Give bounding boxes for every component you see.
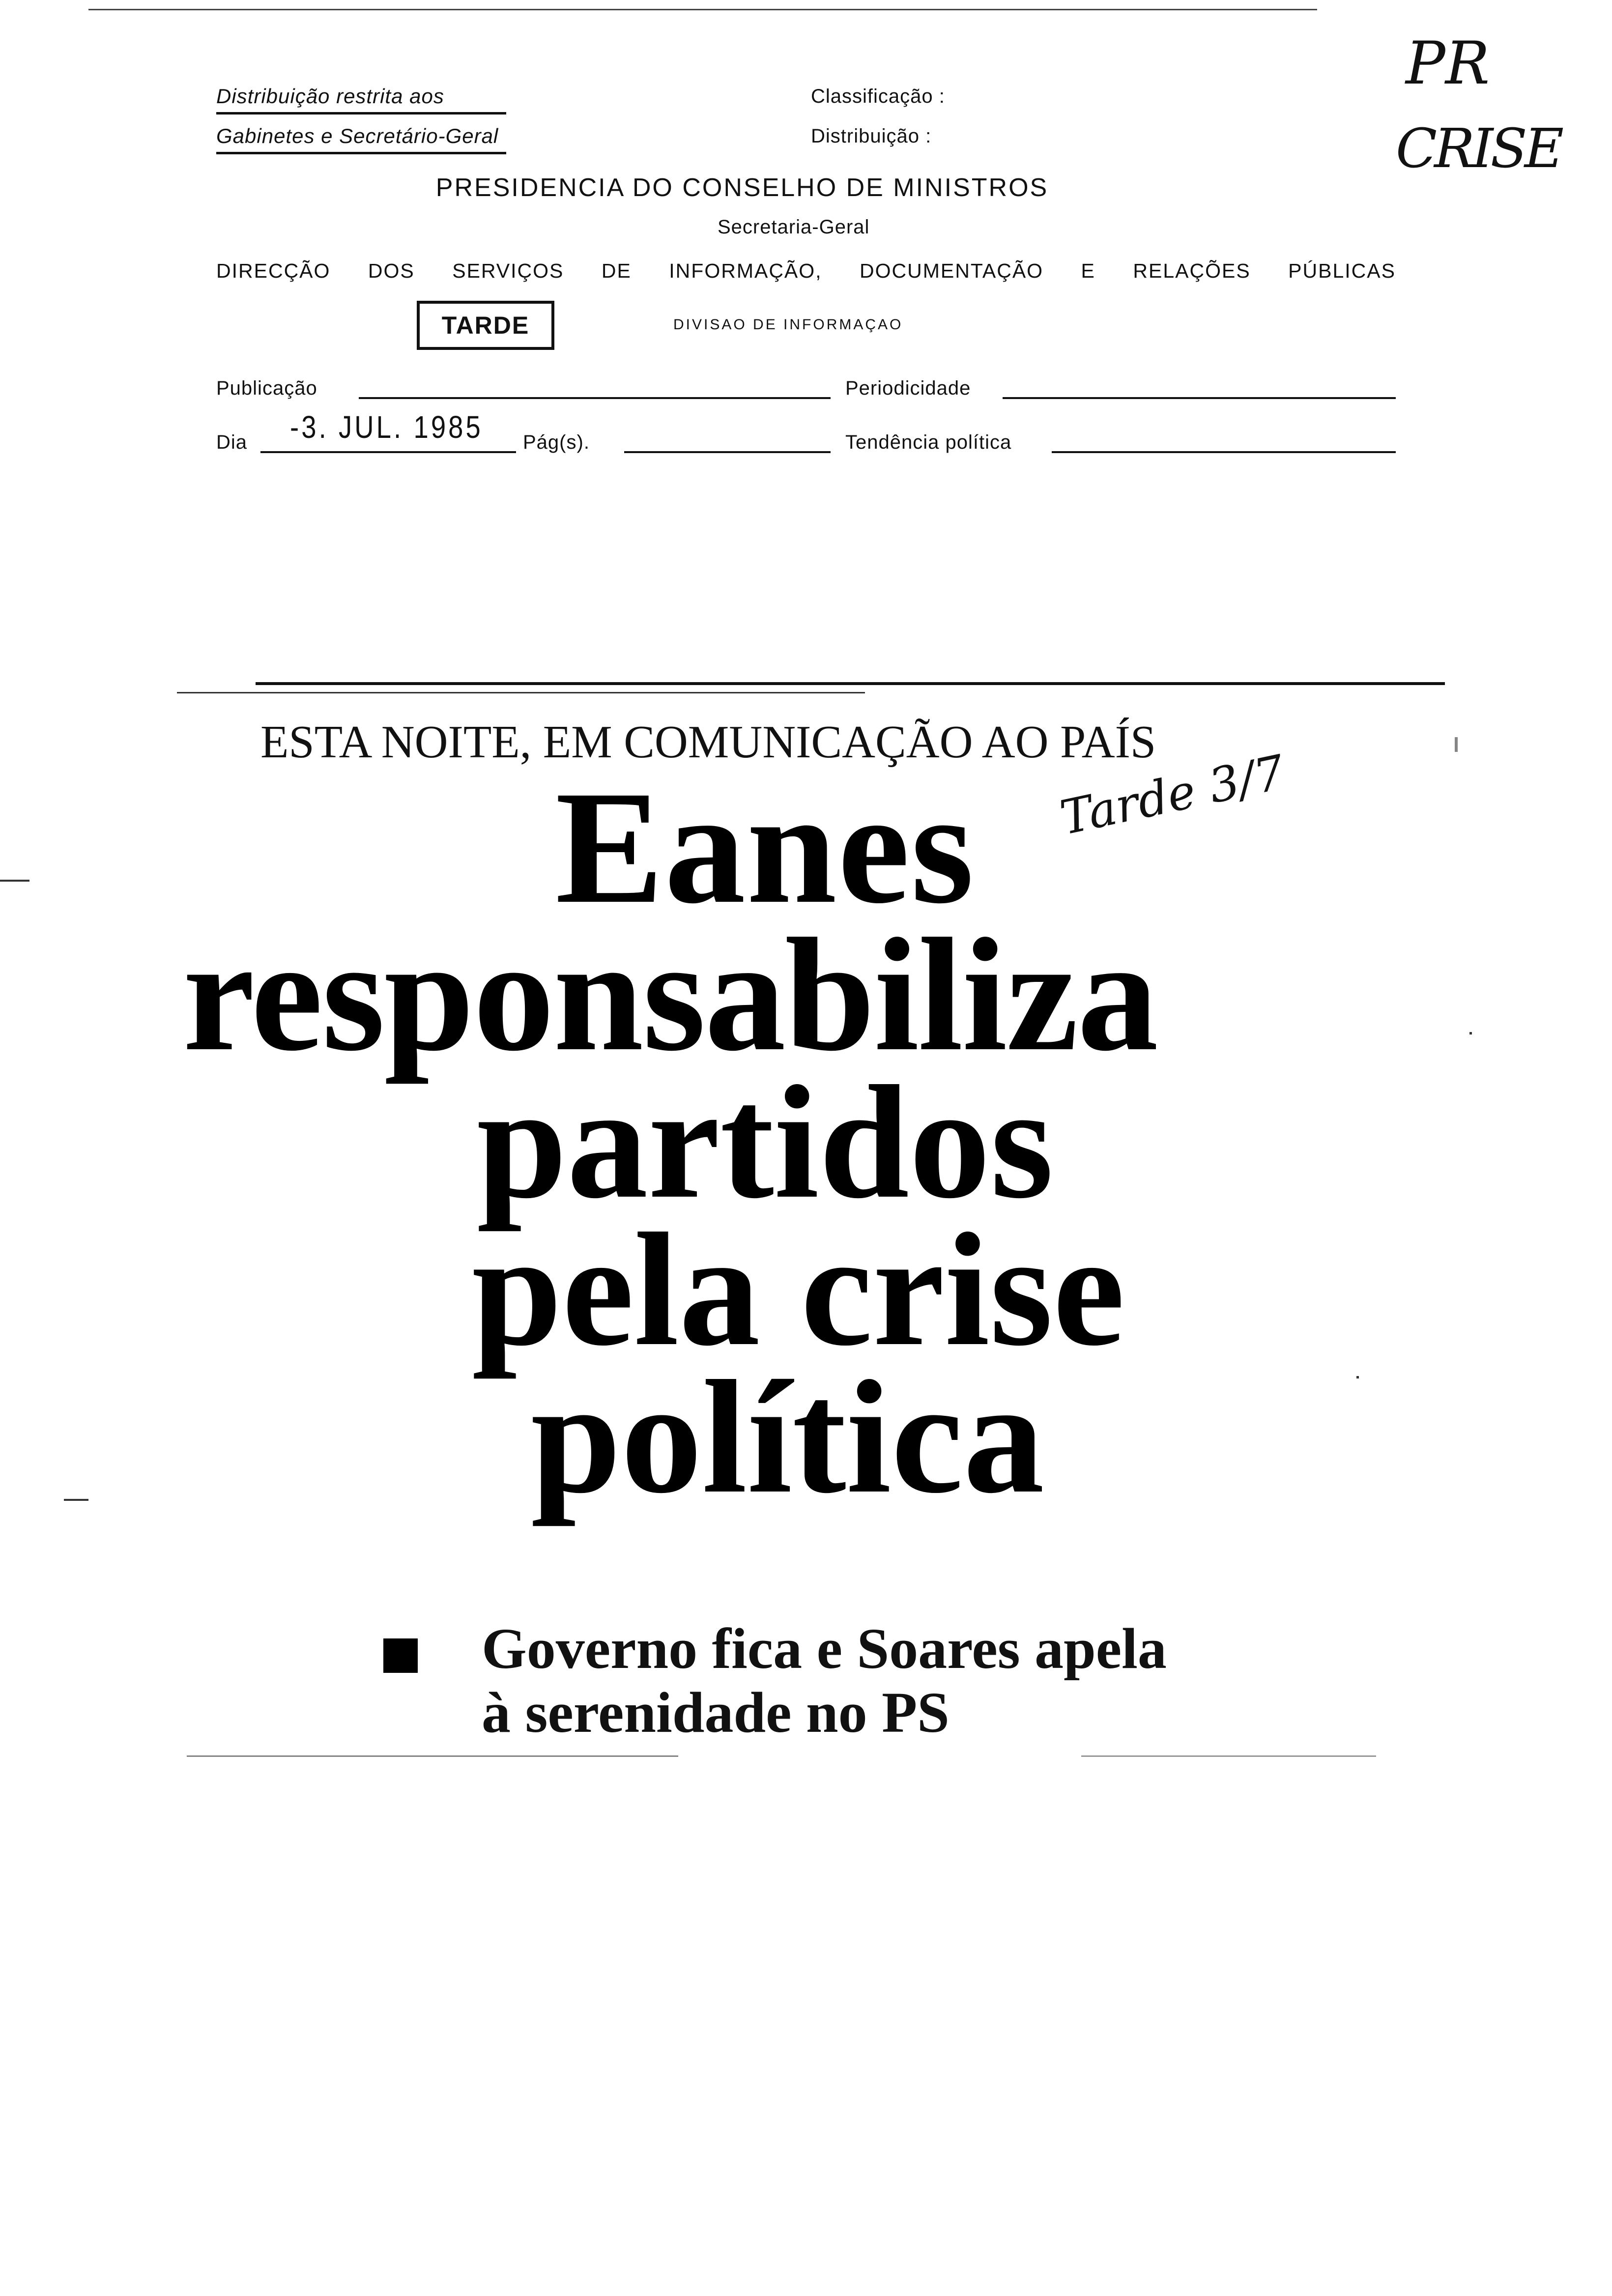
handwritten-note-top-right [1396, 29, 1602, 187]
direction-word: DE [601, 259, 632, 282]
distribution-restriction [216, 82, 506, 161]
handwriting-crise: CRISE [1396, 117, 1561, 180]
pags-label: Pág(s). [523, 431, 590, 453]
scan-speck [1455, 737, 1458, 752]
pags-field-line [624, 451, 831, 453]
scan-speck [1081, 1755, 1376, 1757]
direction-word: INFORMAÇÃO, [669, 259, 822, 282]
scan-speck [1469, 1032, 1472, 1034]
handwritten-note-headline [1055, 744, 1293, 914]
clipping-top-rule-thin [177, 692, 865, 693]
subhead-bullet [383, 1638, 418, 1673]
division-label: DIVISAO DE INFORMAÇAO [673, 316, 903, 333]
tendencia-label: Tendência política [845, 431, 1012, 453]
headline-line-4: pela crise [472, 1200, 1125, 1379]
scan-speck [0, 880, 29, 882]
dia-field-line [260, 451, 516, 453]
subheadline-line-1: Governo fica e Soares apela [482, 1616, 1167, 1681]
direction-word: E [1081, 259, 1095, 282]
scan-edge-line [88, 9, 1317, 10]
classification-block [811, 82, 945, 161]
direction-word: PÚBLICAS [1288, 259, 1396, 282]
subheadline [482, 1617, 1167, 1745]
distribution-line-2: Gabinetes e Secretário-Geral [216, 121, 506, 154]
dia-label: Dia [216, 431, 248, 453]
handwriting-date-note: Tarde 3/7 [1055, 744, 1290, 846]
periodicidade-label: Periodicidade [845, 377, 971, 399]
headline-kicker: ESTA NOITE, EM COMUNICAÇÃO AO PAÍS [260, 717, 1156, 768]
distribuicao-label: Distribuição : [811, 125, 932, 147]
periodicidade-field-line [1003, 397, 1396, 399]
dia-stamp-value: -3. JUL. 1985 [290, 409, 483, 445]
headline-line-5: política [531, 1348, 1044, 1527]
scan-speck [64, 1499, 88, 1501]
publicacao-field-line [359, 397, 831, 399]
organization-title [0, 173, 1612, 202]
scan-speck [187, 1755, 678, 1757]
publication-stamp: TARDE [417, 301, 554, 350]
direction-word: DOCUMENTAÇÃO [860, 259, 1044, 282]
distribution-line-1: Distribuição restrita aos [216, 82, 506, 115]
publicacao-label: Publicação [216, 377, 317, 399]
subheadline-line-2: à serenidade no PS [482, 1680, 950, 1745]
headline-line-3: partidos [477, 1053, 1054, 1232]
clipping-top-rule [256, 682, 1445, 685]
secretariat-label: Secretaria-Geral [718, 216, 870, 238]
handwriting-pr: PR [1406, 29, 1490, 98]
headline-line-2: responsabiliza [183, 905, 1157, 1085]
direction-word: DIRECÇÃO [216, 259, 331, 282]
direction-word: RELAÇÕES [1133, 259, 1251, 282]
direction-line [216, 259, 1396, 283]
headline-line-1: Eanes [555, 758, 975, 937]
classificacao-label: Classificação : [811, 86, 945, 107]
tendencia-field-line [1052, 451, 1396, 453]
scan-speck [1356, 1376, 1359, 1378]
direction-word: DOS [368, 259, 415, 282]
organization-name: PRESIDENCIA DO CONSELHO DE MINISTROS [435, 173, 1049, 202]
direction-word: SERVIÇOS [452, 259, 564, 282]
